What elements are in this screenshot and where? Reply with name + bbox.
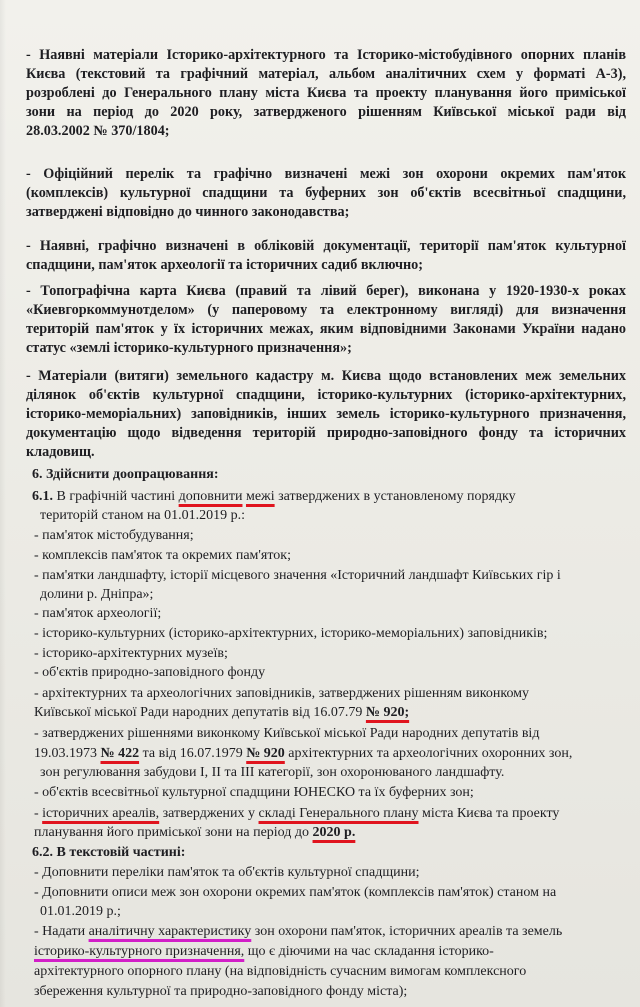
text-item-analytics-line-3: архітектурного опорного плану (на відповідність сучасним вимогам комплексного xyxy=(34,964,527,979)
text-item: - Доповнити переліки пам'яток та об'єктів культурної спадщини; xyxy=(34,865,420,880)
text-line: - Матеріали (витяги) земельного кадастру м. Києва щодо встановлених меж земельних xyxy=(26,368,626,384)
text-line: статус «землі історико-культурного призначення»; xyxy=(26,340,352,356)
list-item-reserves: - архітектурних та археологічних заповідників, затверджених рішенням виконкому xyxy=(34,686,530,701)
highlight-supplement: доповнити xyxy=(178,489,243,504)
highlight-historical-areas: історичних ареалів, xyxy=(42,806,160,821)
text-span: затверджених в установленому порядку xyxy=(278,489,516,504)
text-line: розроблені до Генерального плану міста Києва та проекту планування його приміської xyxy=(26,85,626,101)
text-line: - Наявні, графічно визначені в обліковій документації, території пам'яток культурної xyxy=(26,238,626,254)
text-line: документацію щодо відведення територій природно-заповідного фонду та історичних xyxy=(26,425,626,441)
text-item: - Доповнити описи меж зон охорони окремих пам'яток (комплексів пам'яток) станом на xyxy=(34,885,557,900)
text-line: - Наявні матеріали Історико-архітектурного та Історико-містобудівного опорних планів xyxy=(26,47,626,63)
text-span: та від 16.07.1979 xyxy=(142,746,243,761)
highlight-general-plan: складі Генерального плану xyxy=(258,806,419,821)
list-item: - історико-архітектурних музеїв; xyxy=(34,646,228,661)
list-item-decisions-line-2 xyxy=(34,744,626,763)
page-shadow-edge xyxy=(0,0,6,1007)
text-line: зони на період до 2020 року, затвердженого рішенням Київської міської ради від xyxy=(26,104,626,120)
text-item-analytics-line-2 xyxy=(34,942,626,961)
text-item-analytics xyxy=(34,922,626,941)
list-item: - історико-культурних (історико-архітектурних, історико-меморіальних) заповідників; xyxy=(34,626,548,641)
list-item: - об'єктів природно-заповідного фонду xyxy=(34,665,266,680)
list-item-decisions-line-3: зон регулювання забудови І, ІІ та ІІІ категорії, зон охоронюваного ландшафту. xyxy=(40,765,505,780)
text-line: - Топографічна карта Києва (правий та лівий берег), виконана у 1920-1930-х роках xyxy=(26,283,626,299)
text-line: 28.03.2002 № 370/1804; xyxy=(26,123,170,139)
highlight-historical-cultural: історико-культурного призначення, xyxy=(34,944,245,959)
list-item-reserves-line-2 xyxy=(34,703,626,722)
section-6-2-title: 6.2. В текстовій частині: xyxy=(32,845,186,860)
list-item-decisions: - затверджених рішеннями виконкому Київської міської Ради народних депутатів від xyxy=(34,726,540,741)
text-span: В графічній частині xyxy=(56,489,176,504)
text-span: архітектурних та археологічних охоронних зон, xyxy=(288,746,573,761)
text-span: міста Києва та проекту xyxy=(422,806,560,821)
text-span: - Надати xyxy=(34,924,86,939)
list-item: - пам'ятки ландшафту, історії місцевого значення «Історичний ландшафт Київських гір і xyxy=(34,568,561,583)
list-item: - комплексів пам'яток та окремих пам'яток; xyxy=(34,548,291,563)
paragraph-topographic-map xyxy=(26,282,626,358)
text-line: затверджені відповідно до чинного законодавства; xyxy=(26,204,350,220)
text-line: кладовищ. xyxy=(26,444,95,460)
list-item: - пам'яток містобудування; xyxy=(34,528,194,543)
list-item: долини р. Дніпра»; xyxy=(40,587,154,602)
highlight-boundaries: межі xyxy=(245,489,275,504)
highlight-decision-422: № 422 xyxy=(100,746,140,761)
text-span: 19.03.1973 xyxy=(34,746,97,761)
section-number: 6.1. xyxy=(32,489,53,504)
text-span: затверджених у xyxy=(162,806,256,821)
list-item-historical-areas xyxy=(34,804,626,823)
highlight-2020: 2020 р. xyxy=(312,825,356,840)
text-line: історико-меморіальних) заповідників, інших земель історико-культурного призначення, xyxy=(26,406,626,422)
text-span: Київської міської Ради народних депутатів від 16.07.79 xyxy=(34,705,363,720)
text-line: спадщини, пам'яток археології та історичних садиб включно; xyxy=(26,257,423,273)
text-line: (комплексів) культурної спадщини та буферних зон об'єктів всесвітньої спадщини, xyxy=(26,185,626,201)
highlight-analytic-characteristic: аналітичну характеристику xyxy=(88,924,252,939)
text-span: - xyxy=(34,806,39,821)
list-item-historical-areas-line-2 xyxy=(34,823,626,842)
text-line: ділянок об'єктів культурної спадщини, історико-культурних (історико-архітектурних, xyxy=(26,387,626,403)
text-line: Києва (текстовий та графічний матеріал, альбом аналітичних схем у форматі А-3), xyxy=(26,66,626,82)
text-item-continuation: 01.01.2019 р.; xyxy=(40,904,121,919)
list-item: - пам'яток археології; xyxy=(34,606,162,621)
text-line: - Офіційний перелік та графічно визначені межі зон охорони окремих пам'яток xyxy=(26,166,626,182)
highlight-decision-920-b: № 920 xyxy=(246,746,285,761)
text-span: зон охорони пам'яток, історичних ареалів та земель xyxy=(254,924,563,939)
paragraph-cadastre xyxy=(26,367,626,462)
text-span: що є діючими на час складання історико- xyxy=(247,944,494,959)
text-item-analytics-line-4: збереження культурної та природно-заповідного фонду міста); xyxy=(34,984,408,999)
paragraph-territories xyxy=(26,237,626,275)
paragraph-official-list xyxy=(26,165,626,222)
section-6-1-line xyxy=(32,487,626,506)
text-span: планування його приміської зони на період до xyxy=(34,825,310,840)
text-line: «Киевгоркоммунотделом» (у паперовому та електронному вигляді) для визначення xyxy=(26,302,626,318)
list-item-unesco: - об'єктів всесвітньої культурної спадщини ЮНЕСКО та їх буферних зон; xyxy=(34,785,474,800)
section-6-title: 6. Здійснити доопрацювання: xyxy=(32,467,219,482)
text-line: територій пам'яток у їх історичних межах, яким відповідними Законами України надано xyxy=(26,321,626,337)
highlight-decision-920: № 920; xyxy=(365,705,410,720)
section-6-1-line-2: територій станом на 01.01.2019 р.: xyxy=(40,508,246,523)
paragraph-materials-plans xyxy=(26,46,626,141)
